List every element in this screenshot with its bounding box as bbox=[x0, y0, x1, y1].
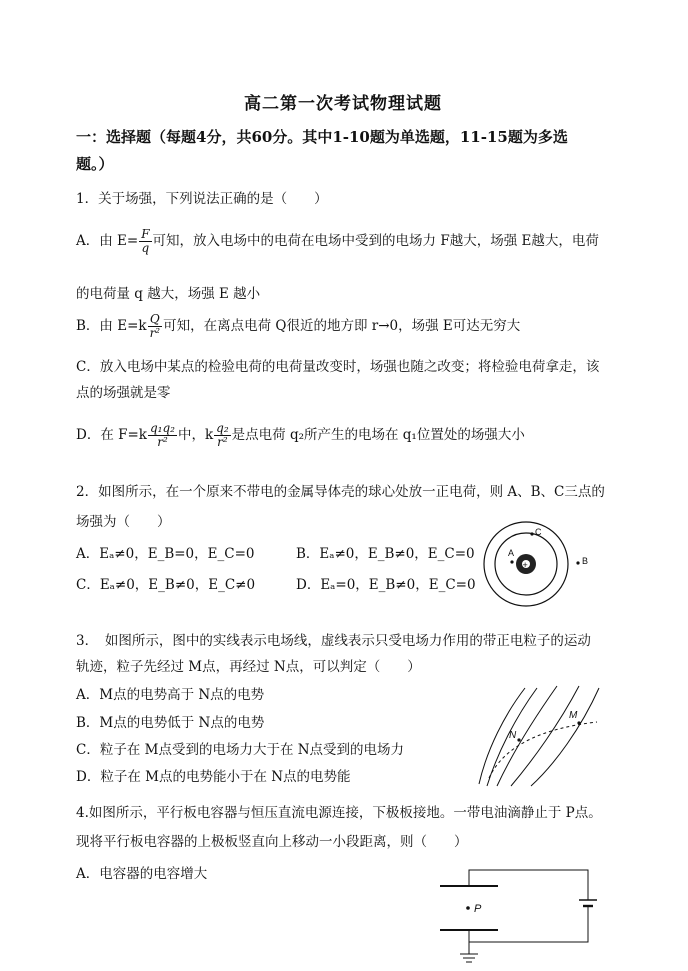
q2-option-d: D．Eₐ=0，E_B≠0，E_C=0 bbox=[296, 577, 476, 593]
q1-option-b bbox=[76, 313, 520, 340]
point-m-label: M bbox=[569, 710, 578, 721]
fraction-denominator: q bbox=[141, 241, 150, 255]
field-line bbox=[531, 688, 599, 786]
point-p-label: P bbox=[474, 903, 482, 915]
q1-option-a-line2: 的电荷量 q 越大，场强 E 越小 bbox=[76, 286, 261, 302]
q1-option-d-fraction2 bbox=[214, 422, 231, 449]
point-p-dot bbox=[466, 906, 470, 910]
point-c-label: C bbox=[535, 527, 542, 537]
q1-option-d-mid: 中，k bbox=[177, 427, 214, 443]
center-charge-label: + bbox=[522, 560, 528, 570]
point-b-label: B bbox=[582, 556, 589, 566]
q3-option-d: D．粒子在 M点的电势能小于在 N点的电势能 bbox=[76, 769, 351, 785]
field-line bbox=[511, 686, 579, 786]
q2-sphere-figure bbox=[482, 520, 592, 610]
point-m-dot bbox=[577, 721, 580, 724]
field-line bbox=[497, 686, 557, 786]
q1-option-d-text: 是点电荷 q₂所产生的电场在 q₁位置处的场强大小 bbox=[231, 427, 525, 443]
q4-option-a: A．电容器的电容增大 bbox=[76, 866, 208, 882]
fraction-numerator: q₂ bbox=[216, 421, 229, 435]
q3-option-c: C．粒子在 M点受到的电场力大于在 N点受到的电场力 bbox=[76, 742, 405, 758]
q3-stem-line1: 3． 如图所示，图中的实线表示电场线，虚线表示只受电场力作用的带正电粒子的运动 bbox=[76, 633, 591, 649]
fraction-numerator: q₁q₂ bbox=[149, 421, 175, 435]
section-header-line1: 一：选择题（每题4分，共60分。其中1-10题为单选题，11-15题为多选 bbox=[76, 128, 568, 146]
q2-option-c: C．Eₐ≠0，E_B≠0，E_C≠0 bbox=[76, 577, 256, 593]
fraction-denominator: r² bbox=[217, 435, 228, 449]
point-a-dot bbox=[510, 560, 513, 563]
q2-option-a: A．Eₐ≠0，E_B=0，E_C=0 bbox=[76, 546, 255, 562]
q3-field-line-figure bbox=[475, 684, 605, 788]
circuit-wire-bottom bbox=[469, 906, 588, 942]
q3-option-b: B．M点的电势低于 N点的电势 bbox=[76, 715, 265, 731]
q1-stem: 1．关于场强，下列说法正确的是（ ） bbox=[76, 191, 328, 207]
fraction-numerator: F bbox=[141, 227, 150, 241]
q1-option-c-line2: 点的场强就是零 bbox=[76, 385, 171, 401]
fraction-denominator: r² bbox=[149, 326, 161, 340]
point-a-label: A bbox=[508, 548, 515, 558]
section-header-line2: 题。） bbox=[76, 155, 114, 173]
point-n-dot bbox=[517, 738, 520, 741]
point-c-dot bbox=[530, 532, 533, 535]
q4-stem-line1: 4.如图所示，平行板电容器与恒压直流电源连接，下极板接地。一带电油滴静止于 P点。 bbox=[76, 805, 602, 821]
q1-option-d-prefix: D．在 F=k bbox=[76, 427, 147, 443]
q2-stem-line2: 场强为（ ） bbox=[76, 514, 171, 530]
q2-option-b: B．Eₐ≠0，E_B≠0，E_C=0 bbox=[296, 546, 475, 562]
page-title: 高二第一次考试物理试题 bbox=[244, 94, 442, 114]
q4-capacitor-circuit-figure bbox=[438, 866, 608, 970]
q1-option-a-fraction bbox=[139, 228, 151, 255]
q1-option-c-line1: C．放入电场中某点的检验电荷的电荷量改变时，场强也随之改变；将检验电荷拿走，该 bbox=[76, 359, 600, 375]
q4-stem-line2: 现将平行板电容器的上极板竖直向上移动一小段距离，则（ ） bbox=[76, 834, 468, 850]
q1-option-a-text: 可知，放入电场中的电荷在电场中受到的电场力 F越大，场强 E越大，电荷 bbox=[152, 233, 599, 249]
q2-stem-line1: 2．如图所示，在一个原来不带电的金属导体壳的球心处放一正电荷，则 A、B、C三点的 bbox=[76, 484, 605, 500]
q3-option-a: A．M点的电势高于 N点的电势 bbox=[76, 687, 265, 703]
point-b-dot bbox=[576, 561, 579, 564]
field-line bbox=[479, 688, 525, 784]
point-n-label: N bbox=[509, 730, 517, 741]
q1-option-b-text: 可知，在离点电荷 Q很近的地方即 r→0，场强 E可达无穷大 bbox=[163, 318, 521, 334]
fraction-denominator: r² bbox=[157, 435, 168, 449]
q1-option-a bbox=[76, 228, 599, 255]
fraction-numerator: Q bbox=[148, 313, 163, 327]
q1-option-a-prefix: A．由 E= bbox=[76, 233, 139, 249]
q1-option-d bbox=[76, 422, 525, 449]
q3-stem-line2: 轨迹，粒子先经过 M点，再经过 N点，可以判定（ ） bbox=[76, 659, 421, 675]
q1-option-b-fraction bbox=[148, 313, 163, 340]
q1-option-b-prefix: B．由 E=k bbox=[76, 318, 147, 334]
q1-option-d-fraction1 bbox=[148, 422, 177, 449]
